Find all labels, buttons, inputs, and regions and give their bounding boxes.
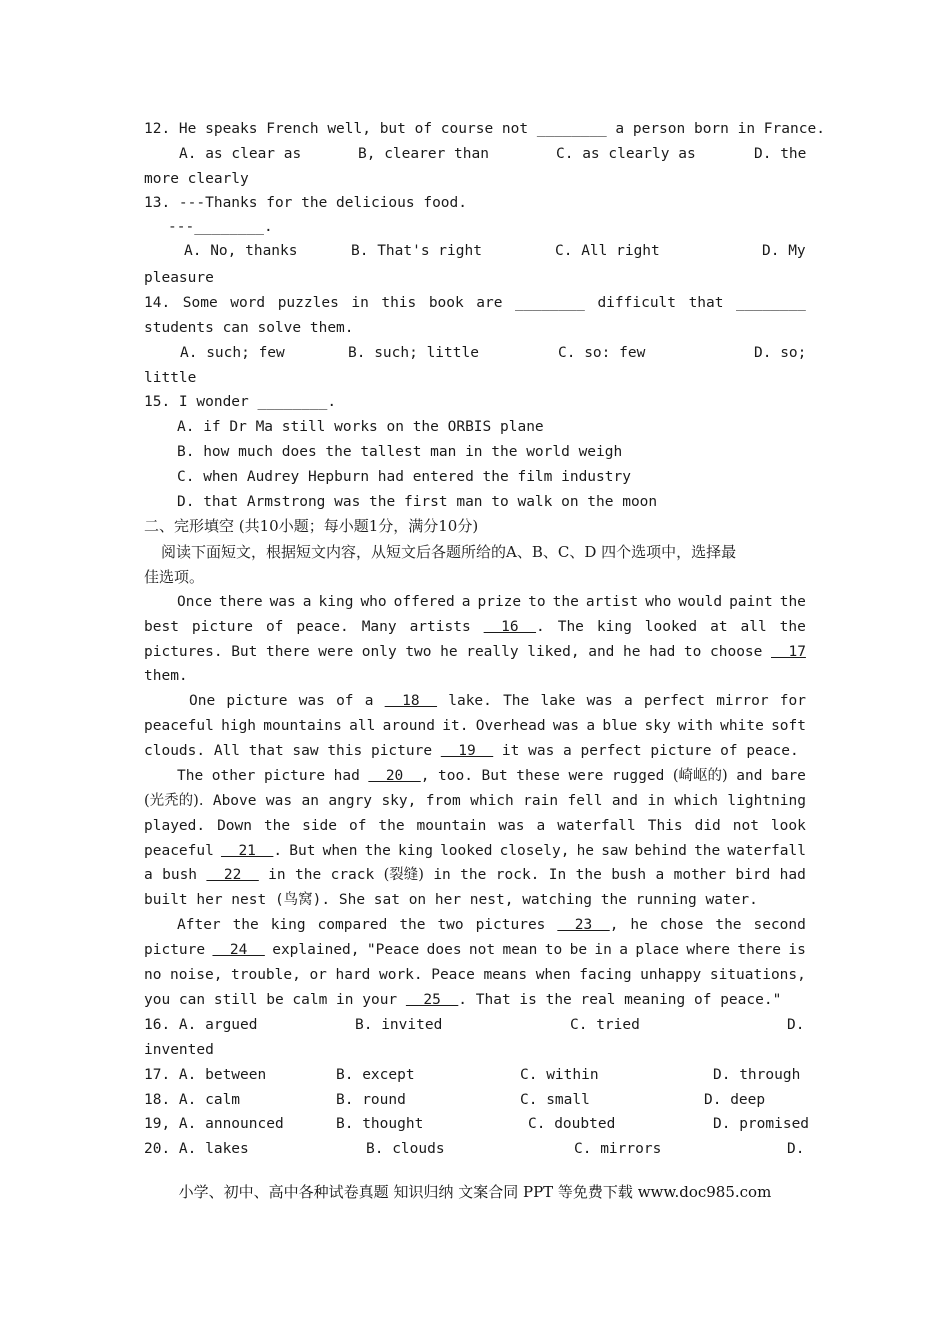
word: situations,: [709, 967, 806, 983]
word: high: [221, 718, 257, 734]
word: who: [645, 594, 672, 610]
p4-end: you can still be calm in your 25 . That is the real meaning of peace.": [144, 992, 782, 1008]
p3-line-1: [177, 766, 806, 786]
word: did: [694, 818, 721, 834]
word: in: [647, 793, 665, 809]
p4-line-1: [177, 915, 806, 935]
word: the: [694, 843, 721, 859]
word: pictures.: [144, 644, 223, 660]
word: fell: [567, 793, 603, 809]
word: the: [263, 818, 291, 834]
word: a: [364, 693, 374, 709]
word: where: [686, 942, 731, 958]
blank-23: 23: [557, 917, 610, 933]
word: at: [710, 619, 728, 635]
word: an: [301, 793, 319, 809]
word: blue: [602, 718, 638, 734]
q20-option-b: B. clouds: [366, 1141, 445, 1157]
word: ________: [515, 295, 585, 311]
word: he: [630, 917, 648, 933]
word: was: [498, 818, 525, 834]
word: two: [405, 644, 432, 660]
cloze-instruction-2: 佳选项。: [144, 568, 205, 586]
p3-line-3: [144, 816, 806, 836]
q15-option-b: B. how much does the tallest man in the world weigh: [177, 444, 623, 460]
word: with: [677, 718, 713, 734]
q15-stem: 15. I wonder ________.: [144, 394, 337, 410]
word: pictures: [475, 917, 546, 933]
cloze-section-title: 二、完形填空 (共10小题；每小题1分，满分10分): [144, 517, 479, 535]
word: he: [576, 843, 595, 859]
word: is: [788, 942, 806, 958]
q15-option-c: C. when Audrey Hepburn had entered the film industry: [177, 469, 631, 485]
word: king: [596, 619, 632, 635]
word: king: [318, 594, 354, 610]
blank-25: 25: [405, 992, 459, 1008]
word: to: [528, 594, 546, 610]
q12-option-c: C. as clearly as: [556, 146, 696, 162]
word: a: [623, 693, 633, 709]
word: of: [348, 818, 367, 834]
word: [212, 940, 264, 960]
word: the: [715, 917, 742, 933]
blank-22: 22: [206, 867, 259, 883]
q16-option-a: 16. A. argued: [144, 1017, 258, 1033]
word: After: [177, 917, 221, 933]
word: a: [536, 818, 546, 834]
word: (崎岖的): [672, 768, 728, 784]
q17-option-b: B. except: [336, 1067, 415, 1083]
word: compared: [317, 917, 388, 933]
q15-option-a: A. if Dr Ma still works on the ORBIS plane: [177, 419, 544, 435]
q12-stem: 12. He speaks French well, but of course not ________ a person born in France.: [144, 121, 825, 137]
word: (光秃的).: [144, 793, 204, 809]
word: be: [569, 942, 588, 958]
word: which: [470, 793, 514, 809]
word: picture: [191, 619, 253, 635]
word: This: [647, 818, 683, 834]
word: was: [265, 793, 293, 809]
word: choose: [710, 644, 763, 660]
word: chose: [659, 917, 704, 933]
q18-option-d: D. deep: [704, 1092, 766, 1108]
q12-option-d-cont: more clearly: [144, 171, 249, 187]
q16-option-c: C. tried: [570, 1017, 640, 1033]
q13-option-a: A. No, thanks: [184, 243, 298, 259]
footer-advert: 小学、初中、高中各种试卷真题 知识归纳 文案合同 PPT 等免费下载 www.doc985.com: [178, 1183, 772, 1201]
word: closely,: [499, 843, 570, 859]
word: picture: [144, 942, 206, 958]
word: the: [779, 619, 806, 635]
blank-17: 17: [771, 644, 806, 660]
word: ________: [736, 295, 806, 311]
q18-option-b: B. round: [336, 1092, 406, 1108]
word: 16 .: [483, 619, 545, 635]
q13-reply: ---________.: [168, 219, 273, 235]
word: noise,: [170, 967, 223, 983]
word: 14.: [144, 295, 171, 311]
word: in: [268, 867, 286, 883]
word: who: [360, 594, 387, 610]
word: a: [619, 942, 628, 958]
blank-16: 16: [483, 619, 537, 635]
q16-option-d: D.: [787, 1017, 805, 1033]
word: artist: [585, 594, 639, 610]
q18-option-a: 18. A. calm: [144, 1092, 241, 1108]
word: were: [318, 644, 354, 660]
q14-option-c: C. so: few: [558, 345, 646, 361]
word: look: [770, 818, 806, 834]
word: that: [688, 295, 724, 311]
word: the: [364, 843, 391, 859]
word: waterfall: [557, 818, 636, 834]
word: Once: [177, 594, 212, 610]
word: looked: [644, 619, 698, 635]
word: rain: [523, 793, 559, 809]
word: to: [683, 644, 702, 660]
word: "Peace: [366, 942, 420, 958]
word: and: [611, 793, 639, 809]
p3-line-2: [144, 791, 806, 811]
word: saw: [601, 843, 628, 859]
word: had: [333, 768, 360, 784]
word: trouble,: [231, 967, 301, 983]
p1-line-3: [144, 642, 806, 662]
word: picture: [226, 693, 288, 709]
word: artists: [409, 619, 471, 635]
word: peaceful: [144, 843, 214, 859]
q20-option-a: 20. A. lakes: [144, 1141, 249, 1157]
q12-option-b: B, clearer than: [358, 146, 489, 162]
word: not: [732, 818, 759, 834]
p1-end: them.: [144, 668, 188, 684]
word: of: [336, 693, 354, 709]
word: bush: [162, 867, 198, 883]
word: played.: [144, 818, 206, 834]
word: peaceful: [144, 718, 214, 734]
word: word: [230, 295, 266, 311]
word: was: [552, 718, 580, 734]
word: mean: [502, 942, 538, 958]
word: was: [269, 594, 296, 610]
word: But: [289, 843, 316, 859]
p2-line-1: [189, 691, 806, 711]
word: The: [557, 619, 584, 635]
word: side: [302, 818, 338, 834]
q14-option-d-cont: little: [144, 370, 197, 386]
q12-option-d: D. the: [754, 146, 807, 162]
word: paint: [729, 594, 773, 610]
word: 21 .: [220, 843, 283, 859]
word: there: [737, 942, 782, 958]
p4-line-2: [144, 940, 806, 960]
word: not: [468, 942, 496, 958]
word: offered: [393, 594, 455, 610]
word: crack: [330, 867, 375, 883]
word: no: [144, 967, 162, 983]
word: rock.: [495, 867, 540, 883]
word: the: [575, 867, 602, 883]
word: there: [266, 644, 310, 660]
q17-option-d: D. through: [713, 1067, 801, 1083]
word: from: [425, 793, 461, 809]
word: mother: [673, 867, 726, 883]
word: are: [476, 295, 503, 311]
word: But: [231, 644, 258, 660]
word: The: [177, 768, 204, 784]
q14-option-d: D. so;: [754, 345, 807, 361]
word: for: [779, 693, 806, 709]
word: in: [594, 942, 612, 958]
blank-20: 20: [368, 768, 421, 784]
word: soft: [771, 718, 806, 734]
p2-line-2: [144, 716, 806, 736]
word: mountains: [263, 718, 342, 734]
word: a: [144, 867, 153, 883]
word: in: [351, 295, 369, 311]
word: 23 ,: [557, 917, 619, 933]
p3-end: built her nest (鸟窝). She sat on her nest, watching the running water.: [144, 892, 758, 908]
word: peace.: [296, 619, 349, 635]
word: Some: [182, 295, 218, 311]
word: bird: [735, 867, 771, 883]
q20-option-c: C. mirrors: [574, 1141, 662, 1157]
q17-option-c: C. within: [520, 1067, 599, 1083]
q14-option-a: A. such; few: [180, 345, 285, 361]
p4-line-3: [144, 965, 806, 985]
word: puzzles: [277, 295, 339, 311]
q19-option-d: D. promised: [713, 1116, 810, 1132]
word: of: [265, 619, 284, 635]
word: facing: [579, 967, 632, 983]
word: would: [678, 594, 723, 610]
p1-line-1: [177, 592, 806, 612]
word: Peace: [431, 967, 475, 983]
word: work.: [378, 967, 423, 983]
word: picture: [263, 768, 326, 784]
word: the: [295, 867, 322, 883]
word: (裂缝): [383, 867, 424, 883]
word: Many: [361, 619, 397, 635]
word: which: [674, 793, 718, 809]
word: a: [586, 718, 596, 734]
word: sky,: [381, 793, 417, 809]
word: king: [398, 843, 433, 859]
word: the: [399, 917, 426, 933]
q20-option-d: D.: [787, 1141, 805, 1157]
word: perfect: [643, 693, 705, 709]
word: all: [740, 619, 767, 635]
word: white: [720, 718, 764, 734]
q13-stem: 13. ---Thanks for the delicious food.: [144, 195, 468, 211]
word: best: [144, 619, 179, 635]
word: these: [516, 768, 560, 784]
word: mountain: [416, 818, 487, 834]
word: second: [753, 917, 806, 933]
q19-option-c: C. doubted: [528, 1116, 616, 1132]
word: two: [437, 917, 464, 933]
word: rugged: [611, 768, 665, 784]
p2-end: clouds. All that saw this picture 19 it was a perfect picture of peace.: [144, 743, 799, 759]
q14-stem: [144, 293, 806, 313]
word: and: [736, 768, 763, 784]
p3-line-5: [144, 865, 806, 885]
word: lake.: [448, 693, 492, 709]
p3-line-4: [144, 841, 806, 861]
word: place: [635, 942, 679, 958]
word: lake: [540, 693, 576, 709]
word: prize: [477, 594, 522, 610]
word: The: [503, 693, 530, 709]
q13-option-c: C. All right: [555, 243, 660, 259]
word: around: [382, 718, 435, 734]
word: unhappy: [640, 967, 702, 983]
word: difficult: [597, 295, 677, 311]
q16-option-b: B. invited: [355, 1017, 443, 1033]
q13-option-d-cont: pleasure: [144, 270, 214, 286]
word: Down: [217, 818, 252, 834]
word: [385, 691, 437, 711]
q14-stem-cont: students can solve them.: [144, 320, 354, 336]
word: the: [779, 594, 806, 610]
blank-19: 19: [440, 743, 494, 759]
word: only: [361, 644, 397, 660]
q13-option-d: D. My: [762, 243, 806, 259]
word: the: [460, 867, 487, 883]
p1-line-2: [144, 617, 806, 637]
word: looked: [440, 843, 493, 859]
word: does: [426, 942, 462, 958]
word: he: [623, 644, 641, 660]
word: was: [298, 693, 325, 709]
word: In: [548, 867, 567, 883]
word: this: [381, 295, 417, 311]
word: or: [309, 967, 327, 983]
word: all: [349, 718, 376, 734]
word: means: [483, 967, 528, 983]
word: a: [302, 594, 312, 610]
word: One: [189, 693, 216, 709]
q19-option-b: B. thought: [336, 1116, 424, 1132]
word: when: [535, 967, 571, 983]
word: Above: [212, 793, 257, 809]
word: king: [270, 917, 306, 933]
word: was: [586, 693, 613, 709]
q16-option-d-cont: invented: [144, 1042, 214, 1058]
word: hard: [335, 967, 371, 983]
q15-option-d: D. that Armstrong was the first man to walk on the moon: [177, 494, 658, 510]
word: liked,: [527, 644, 580, 660]
word: really: [466, 644, 519, 660]
word: too.: [438, 768, 473, 784]
word: behind: [634, 843, 687, 859]
word: sky: [644, 718, 671, 734]
blank-18: 18: [384, 693, 438, 709]
word: a: [655, 867, 665, 883]
word: he: [440, 644, 458, 660]
word: there: [218, 594, 263, 610]
word: the: [378, 818, 405, 834]
word: were: [568, 768, 604, 784]
cloze-instruction-1: 阅读下面短文，根据短文内容，从短文后各题所给的A、B、C、D 四个选项中，选择最: [161, 543, 737, 561]
word: [771, 642, 806, 662]
word: book: [428, 295, 464, 311]
word: explained,: [272, 942, 360, 958]
q14-option-b: B. such; little: [348, 345, 479, 361]
q12-option-a: A. as clear as: [179, 146, 302, 162]
word: bush: [611, 867, 647, 883]
word: the: [232, 917, 259, 933]
word: the: [552, 594, 579, 610]
word: 20 ,: [368, 768, 430, 784]
word: had: [779, 867, 806, 883]
word: bare: [770, 768, 806, 784]
word: and: [588, 644, 615, 660]
word: waterfall: [727, 843, 806, 859]
blank-24: 24: [212, 942, 265, 958]
word: a: [461, 594, 471, 610]
q17-option-a: 17. A. between: [144, 1067, 267, 1083]
word: it.: [442, 718, 469, 734]
word: mirror: [716, 693, 769, 709]
word: to: [544, 942, 563, 958]
word: had: [649, 644, 676, 660]
word: [206, 865, 258, 885]
q19-option-a: 19, A. announced: [144, 1116, 284, 1132]
word: Overhead: [475, 718, 546, 734]
word: But: [481, 768, 508, 784]
blank-21: 21: [220, 843, 274, 859]
word: when: [322, 843, 358, 859]
word: other: [211, 768, 256, 784]
word: angry: [328, 793, 373, 809]
word: lightning: [727, 793, 806, 809]
q18-option-c: C. small: [520, 1092, 590, 1108]
word: in: [433, 867, 451, 883]
q13-option-b: B. That's right: [351, 243, 482, 259]
